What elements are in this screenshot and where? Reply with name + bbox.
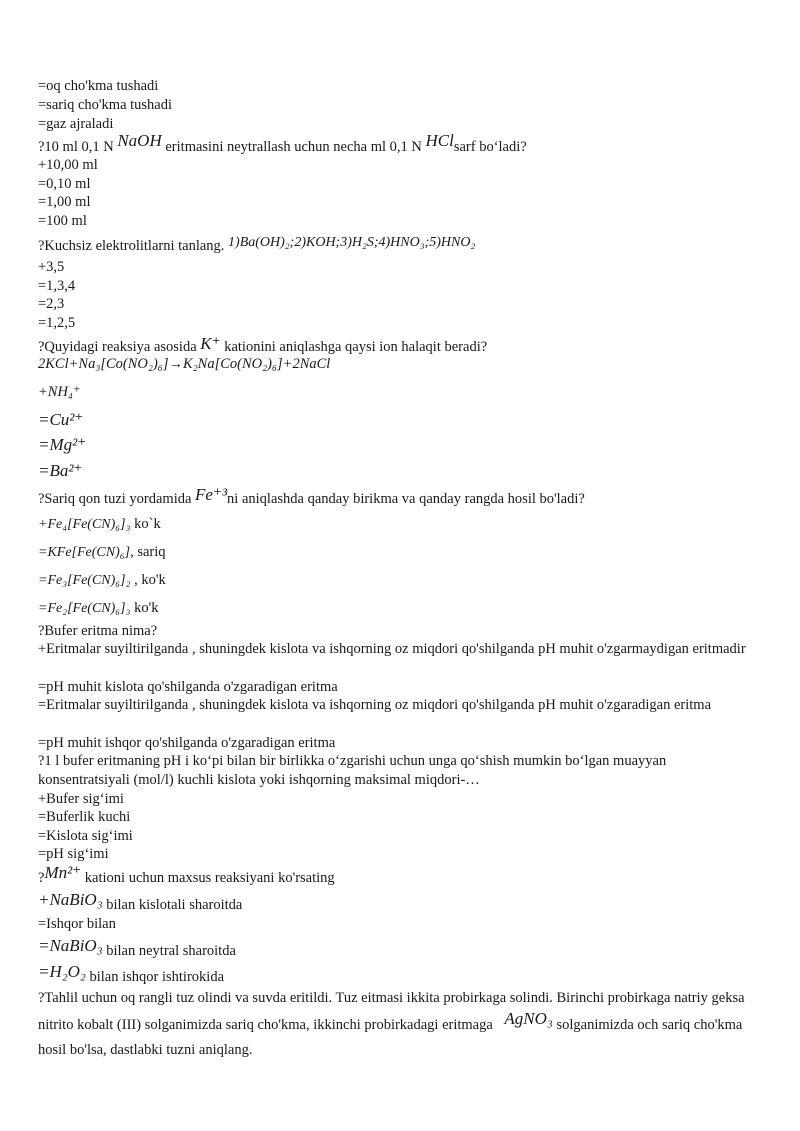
answer-line: +10,00 ml — [38, 157, 98, 173]
answer-line — [38, 599, 158, 618]
answer-line: =0,10 ml — [38, 176, 91, 192]
answer-line: =pH muhit kislota qo'shilganda o'zgaradigan eritma — [38, 679, 338, 695]
question-line — [38, 485, 585, 508]
formula-k-ion: K⁺ — [200, 334, 221, 353]
answer-formula: =Mg²⁺ — [38, 435, 87, 454]
answer-formula: =Fe₃[Fe(CN)₆]₂ — [38, 573, 131, 588]
formula-fe-ion: Fe⁺³ — [195, 485, 228, 504]
question-text: ?Kuchsiz elektrolitlarni tanlang. — [38, 238, 225, 254]
answer-line: =oq cho'kma tushadi — [38, 78, 159, 94]
answer-line: =Ishqor bilan — [38, 916, 116, 932]
answer-text: ko'k — [134, 600, 159, 616]
question-line — [38, 131, 527, 156]
answer-formula: +NH₄⁺ — [38, 384, 81, 400]
formula-electrolyte-list: 1)Ba(OH)₂;2)KOH;3)H₂S;4)HNO₃;5)HNO₂ — [228, 235, 476, 250]
answer-formula: +NaBiO₃ — [38, 890, 103, 909]
answer-text: bilan neytral sharoitda — [106, 943, 236, 959]
answer-line: +Eritmalar suyiltirilganda , shuningdek kislota va ishqorning oz miqdori qo'shilganda pH muhit o'zgarmaydigan eritmadir — [38, 641, 746, 657]
answer-line: =pH muhit ishqor qo'shilganda o'zgaradigan eritma — [38, 735, 336, 751]
answer-line: +3,5 — [38, 259, 65, 275]
answer-line: =Buferlik kuchi — [38, 809, 131, 825]
question-line: ?Bufer eritma nima? — [38, 623, 158, 639]
question-text: ? — [38, 870, 45, 886]
answer-text: bilan kislotali sharoitda — [106, 897, 243, 913]
answer-line — [38, 543, 166, 562]
answer-line: =Kislota sig‘imi — [38, 828, 133, 844]
answer-line — [38, 890, 243, 914]
question-text: ?Tahlil uchun oq rangli tuz olindi va suvda eritildi. Tuz eitmasi ikkita probirkaga solindi. Birinchi probirkaga natriy geksa nitrito kobalt (III) solganimizda sariq cho'kma, ikkinchi probirkadagi eritmaga — [38, 990, 745, 1033]
answer-text: ko`k — [134, 516, 161, 532]
question-line: ?1 l bufer eritmaning pH i ko‘pi bilan bir birlikka o‘zgarishi uchun unga qo‘shish mumkin bo‘lgan muayyan konsentratsiyali (mol/l) kuchli kislota yoki ishqorning maksimal miqdori-… — [38, 753, 667, 788]
answer-line — [38, 936, 236, 960]
question-text: ?Quyidagi reaksiya asosida — [38, 339, 197, 355]
answer-line: +Bufer sig‘imi — [38, 791, 124, 807]
answer-line: =1,00 ml — [38, 194, 91, 210]
question-text: eritmasini neytrallash uchun necha ml 0,1 N — [165, 139, 422, 155]
question-line — [38, 334, 488, 356]
answer-text: , ko'k — [134, 572, 166, 588]
question-text: ?Sariq qon tuzi yordamida — [38, 491, 192, 507]
answer-line: =100 ml — [38, 213, 87, 229]
answer-formula: =NaBiO₃ — [38, 936, 103, 955]
answer-formula: =Cu²⁺ — [38, 410, 84, 429]
question-text: sarf bo‘ladi? — [453, 139, 527, 155]
answer-line: =1,3,4 — [38, 278, 76, 294]
formula-hcl: HCl — [425, 131, 454, 150]
answer-line: =sariq cho'kma tushadi — [38, 97, 173, 113]
question-line — [38, 863, 335, 887]
answer-formula: =H₂O₂ — [38, 962, 86, 981]
answer-line: =pH sig‘imi — [38, 846, 109, 862]
question-text: ?10 ml 0,1 N — [38, 139, 114, 155]
question-text: kationi uchun maxsus reaksiyani ko'rsating — [84, 870, 335, 886]
answer-line — [38, 962, 224, 986]
answer-formula: =Fe₂[Fe(CN)₆]₃ — [38, 601, 131, 616]
answer-formula: =Ba²⁺ — [38, 461, 83, 480]
question-text: kationini aniqlashga qaysi ion halaqit beradi? — [224, 339, 488, 355]
formula-reaction: 2KCl+Na₃[Co(NO₂)₆]→K₂Na[Co(NO₂)₆]+2NaCl — [38, 356, 331, 372]
answer-line: =Eritmalar suyiltirilganda , shuningdek kislota va ishqorning oz miqdori qo'shilganda pH muhit o'zgaradigan eritma — [38, 697, 712, 713]
answer-text: , sariq — [130, 544, 166, 560]
answer-line: =2,3 — [38, 296, 65, 312]
answer-line: =gaz ajraladi — [38, 116, 114, 132]
answer-line — [38, 515, 161, 534]
answer-text: bilan ishqor ishtirokida — [89, 969, 224, 985]
answer-formula: +Fe₄[Fe(CN)₆]₃ — [38, 517, 131, 532]
question-text: solganimizda och sariq cho'kma hosil bo'lsa, dastlabki tuzni aniqlang. — [38, 1017, 743, 1058]
answer-line — [38, 571, 166, 590]
question-text: ni aniqlashda qanday birikma va qanday rangda hosil bo'ladi? — [227, 491, 585, 507]
formula-mn-ion: Mn²⁺ — [44, 863, 82, 882]
formula-naoh: NaOH — [117, 131, 162, 150]
question-line — [38, 237, 475, 256]
question-line — [38, 986, 750, 1063]
answer-line: =1,2,5 — [38, 315, 76, 331]
formula-agno3: AgNO₃ — [504, 1009, 553, 1028]
answer-formula: =KFe[Fe(CN)₆] — [38, 545, 131, 560]
